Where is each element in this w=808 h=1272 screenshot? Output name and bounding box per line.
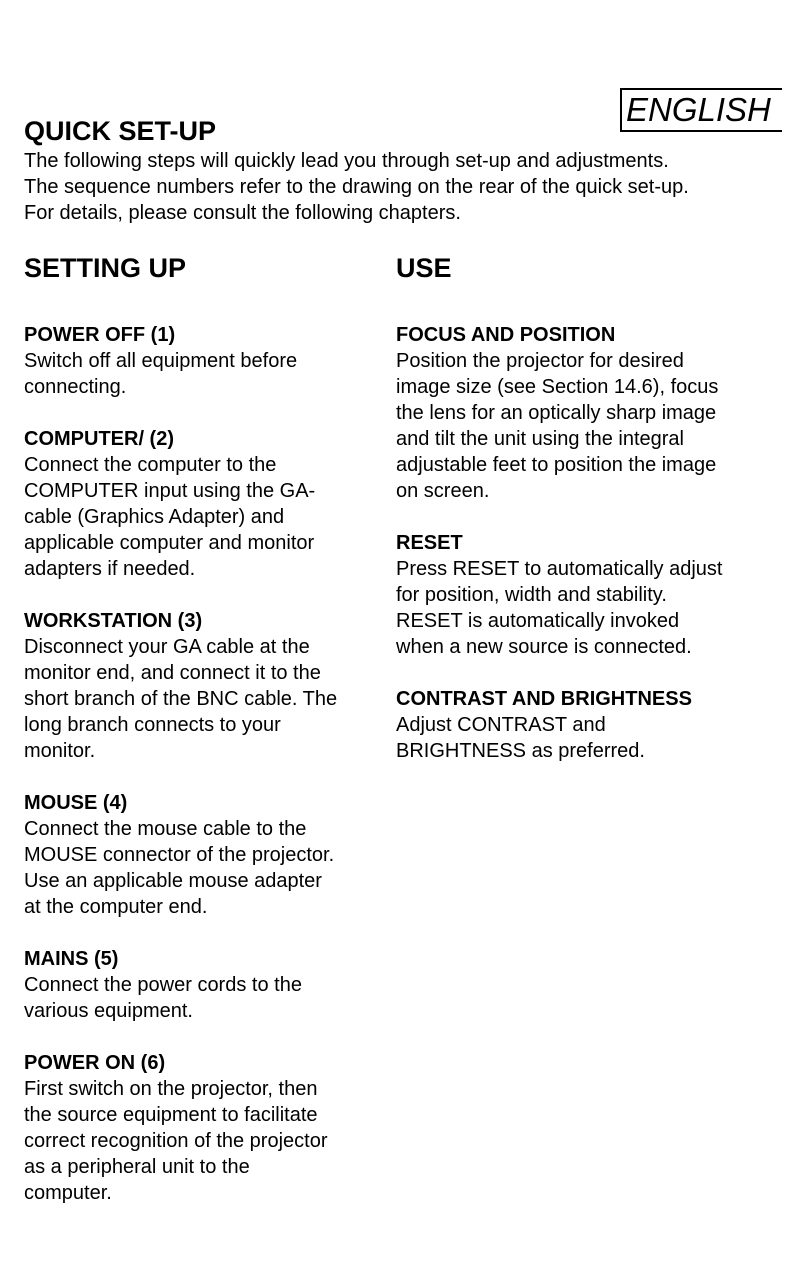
- section-workstation: [24, 608, 384, 764]
- section-body: Switch off all equipment before connecting.: [24, 350, 298, 398]
- section-body: Connect the power cords to the various equipment.: [24, 974, 302, 1022]
- section-title: CONTRAST AND BRIGHTNESS: [396, 688, 692, 710]
- setting-up-heading: SETTING UP: [24, 253, 187, 283]
- section-power-on: [24, 1050, 384, 1206]
- section-body: Connect the computer to the COMPUTER input using the GA- cable (Graphics Adapter) and applicable computer and monitor adapters if needed.: [24, 454, 316, 580]
- section-body: Position the projector for desired image size (see Section 14.6), focus the lens for an optically sharp image and tilt the unit using the integral adjustable feet to position the image on screen.: [396, 350, 719, 502]
- section-title: POWER OFF (1): [24, 324, 176, 346]
- section-title: MAINS (5): [24, 948, 119, 970]
- setting-up-column: [24, 252, 384, 1232]
- section-body: Disconnect your GA cable at the monitor end, and connect it to the short branch of the BNC cable. The long branch connects to your monitor.: [24, 636, 338, 762]
- section-title: RESET: [396, 532, 463, 554]
- section-body: Connect the mouse cable to the MOUSE connector of the projector. Use an applicable mouse adapter at the computer end.: [24, 818, 335, 918]
- section-computer: [24, 426, 384, 582]
- section-mouse: [24, 790, 384, 920]
- section-power-off: [24, 322, 384, 400]
- section-title: FOCUS AND POSITION: [396, 324, 616, 346]
- section-title: COMPUTER/ (2): [24, 428, 174, 450]
- section-reset: [396, 530, 796, 660]
- section-title: MOUSE (4): [24, 792, 128, 814]
- language-label: ENGLISH: [620, 88, 782, 132]
- section-title: WORKSTATION (3): [24, 610, 203, 632]
- section-body: First switch on the projector, then the source equipment to facilitate correct recognition of the projector as a peripheral unit to the computer.: [24, 1078, 328, 1204]
- section-body: Adjust CONTRAST and BRIGHTNESS as preferred.: [396, 714, 645, 762]
- section-focus-position: [396, 322, 796, 504]
- page-title: QUICK SET-UP: [24, 116, 217, 146]
- section-mains: [24, 946, 384, 1024]
- section-title: POWER ON (6): [24, 1052, 166, 1074]
- use-column: [396, 252, 796, 790]
- intro-text: The following steps will quickly lead you through set-up and adjustments. The sequence numbers refer to the drawing on the rear of the quick set-up. For details, please consult the following chapters.: [24, 150, 689, 224]
- section-body: Press RESET to automatically adjust for position, width and stability. RESET is automatically invoked when a new source is connected.: [396, 558, 723, 658]
- section-contrast-brightness: [396, 686, 796, 764]
- use-heading: USE: [396, 253, 452, 283]
